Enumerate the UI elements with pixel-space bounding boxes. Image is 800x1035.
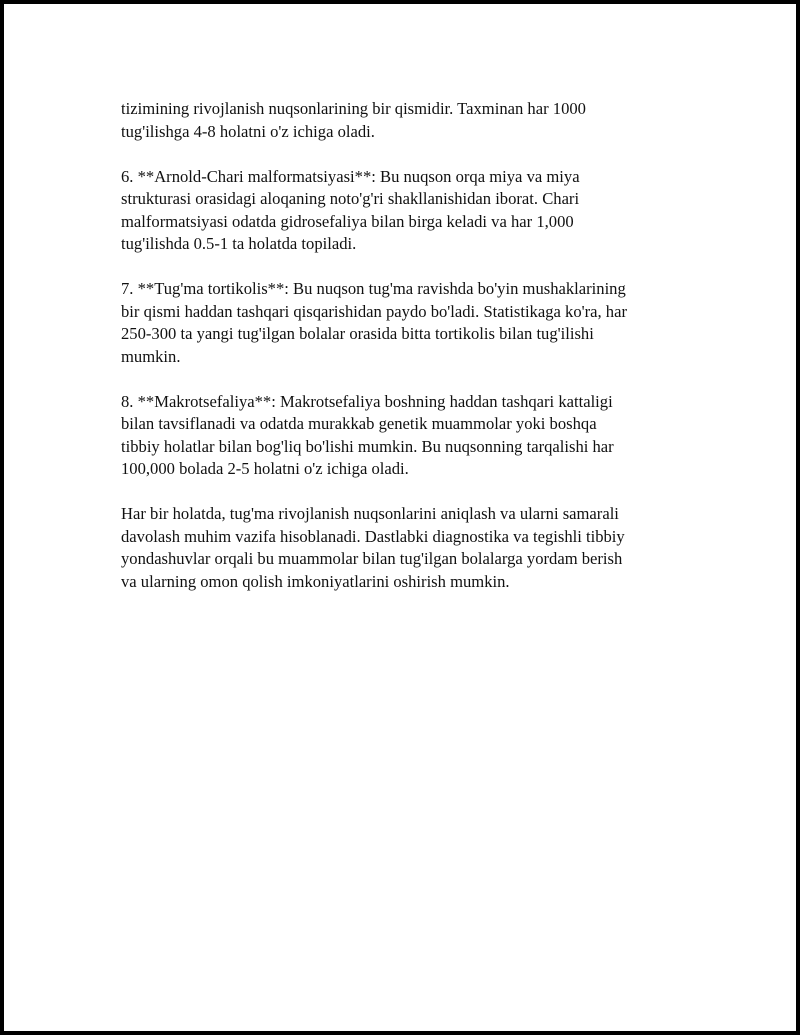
paragraph-item-8 xyxy=(121,391,691,481)
paragraph-conclusion xyxy=(121,503,691,593)
text-line: 6. **Arnold-Chari malformatsiyasi**: Bu nuqson orqa miya va miya xyxy=(121,166,580,186)
text-line: 100,000 bolada 2-5 holatni o'z ichiga oladi. xyxy=(121,459,409,478)
text-line: Har bir holatda, tug'ma rivojlanish nuqsonlarini aniqlash va ularni samarali xyxy=(121,504,619,523)
text-line: 8. **Makrotsefaliya**: Makrotsefaliya boshning haddan tashqari kattaligi xyxy=(121,391,613,411)
text-line: tug'ilishda 0.5-1 ta holatda topiladi. xyxy=(121,234,357,253)
document-body xyxy=(121,98,691,616)
text-line: 7. **Tug'ma tortikolis**: Bu nuqson tug'ma ravishda bo'yin mushaklarining xyxy=(121,279,626,298)
text-line: davolash muhim vazifa hisoblanadi. Dastlabki diagnostika va tegishli tibbiy xyxy=(121,526,625,546)
text-line: bilan tavsiflanadi va odatda murakkab genetik muammolar yoki boshqa xyxy=(121,414,597,433)
text-line: tizimining rivojlanish nuqsonlarining bir qismidir. Taxminan har 1000 xyxy=(121,99,586,118)
text-line: 250-300 ta yangi tug'ilgan bolalar orasida bitta tortikolis bilan tug'ilishi xyxy=(121,324,594,343)
paragraph-continuation xyxy=(121,98,691,143)
text-line: malformatsiyasi odatda gidrosefaliya bilan birga keladi va har 1,000 xyxy=(121,211,574,231)
text-line: tibbiy holatlar bilan bog'liq bo'lishi mumkin. Bu nuqsonning tarqalishi har xyxy=(121,436,614,456)
paragraph-item-7 xyxy=(121,278,691,368)
text-line: bir qismi haddan tashqari qisqarishidan paydo bo'ladi. Statistikaga ko'ra, har xyxy=(121,301,627,321)
paragraph-item-6 xyxy=(121,166,691,256)
text-line: tug'ilishga 4-8 holatni o'z ichiga oladi. xyxy=(121,121,375,141)
text-line: mumkin. xyxy=(121,346,181,366)
text-line: yondashuvlar orqali bu muammolar bilan tug'ilgan bolalarga yordam berish xyxy=(121,549,623,568)
text-line: strukturasi orasidagi aloqaning noto'g'ri shakllanishidan iborat. Chari xyxy=(121,189,580,208)
text-line: va ularning omon qolish imkoniyatlarini oshirish mumkin. xyxy=(121,571,510,591)
